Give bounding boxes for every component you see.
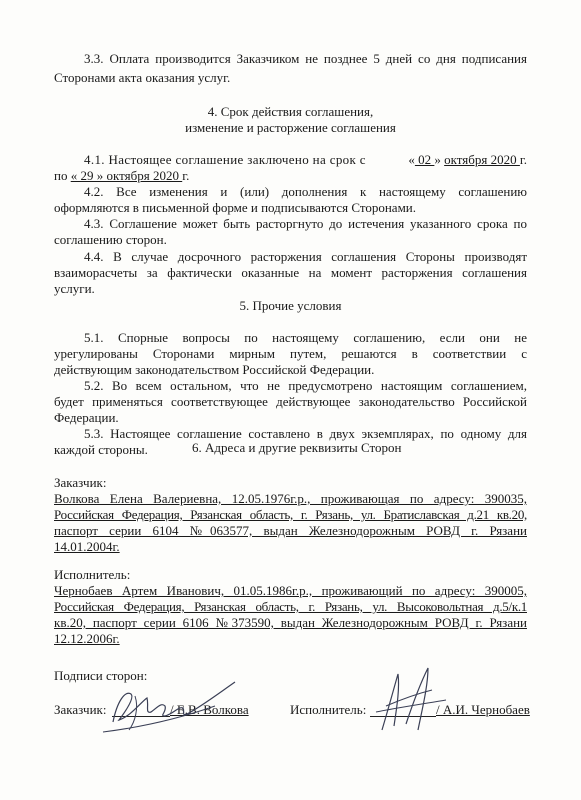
start-month-year: октября 2020 <box>444 152 520 167</box>
executor-label: Исполнитель: <box>54 567 131 582</box>
section-4-heading-line-2: изменение и расторжение соглашения <box>185 120 396 135</box>
clause-5-1-line-1: 5.1. Спорные вопросы по настоящему соглашению, если они не <box>84 330 527 345</box>
clause-5-2-line-1: 5.2. Во всем остальном, что не предусмотрено настоящим соглашением, <box>84 378 527 393</box>
clause-5-3-line-2: каждой стороны. <box>54 442 148 457</box>
customer-details-line-1: Волкова Елена Валериевна, 12.05.1976г.р., проживающая по адресу: 390035, <box>54 491 527 506</box>
clause-4-3-line-2: соглашению сторон. <box>54 232 167 247</box>
executor-details-line-4: 12.12.2006г. <box>54 631 120 646</box>
clause-3-3-line-1: 3.3. Оплата производится Заказчиком не позднее 5 дней со дня подписания <box>84 51 527 66</box>
clause-4-1-text: 4.1. Настоящее соглашение заключено на срок с <box>84 152 366 167</box>
clause-4-1-line-2 <box>54 168 189 183</box>
start-day: 02 <box>414 152 435 167</box>
executor-details-line-3: кв.20, паспорт серии 6106 №373590, выдан Железнодорожным РОВД г. Рязани <box>54 615 527 630</box>
clause-4-2-line-2: оформляются в письменной форме и подписываются Сторонами. <box>54 200 417 215</box>
executor-handwritten-signature <box>372 660 452 740</box>
end-date: « 29 » октября 2020 <box>70 168 183 183</box>
clause-4-4-line-2: взаиморасчеты за фактически оказанные на момент расторжения соглашения <box>54 265 527 280</box>
quote-open: « <box>408 152 415 167</box>
quote-close: » <box>434 152 441 167</box>
clause-5-2-line-3: Федерации. <box>54 410 119 425</box>
clause-4-1-start-date <box>408 152 527 167</box>
clause-4-4-line-3: услуги. <box>54 281 95 296</box>
year-suffix: г. <box>519 152 527 167</box>
clause-5-1-line-3: действующим законодательством Российской Федерации. <box>54 362 375 377</box>
executor-details-line-2: Российская Федерация, Рязанская область, г. Рязань, ул. Высоковольтная д.5/к.1 <box>54 599 527 614</box>
clause-5-1-line-2: урегулированы Сторонами мирным путем, решаются в соответствии с <box>54 346 527 361</box>
executor-details-line-1: Чернобаев Артем Иванович, 01.05.1986г.р., проживающий по адресу: 390005, <box>54 583 527 598</box>
clause-4-4-line-1: 4.4. В случае досрочного расторжения соглашения Стороны производят <box>84 249 527 264</box>
customer-details-line-3: паспорт серии 6104 №063577, выдан Железнодорожным РОВД г. Рязани <box>54 523 527 538</box>
clause-4-3-line-1: 4.3. Соглашение может быть расторгнуто до истечения указанного срока по <box>84 216 527 231</box>
clause-5-2-line-2: будет применяться соответствующее действующее законодательство Российской <box>54 394 527 409</box>
executor-signature-role: Исполнитель: <box>290 702 367 717</box>
clause-5-3-line-1: 5.3. Настоящее соглашение составлено в двух экземплярах, по одному для <box>84 426 527 441</box>
section-6-heading: 6. Адреса и другие реквизиты Сторон <box>192 440 402 455</box>
clause-4-2-line-1: 4.2. Все изменения и (или) дополнения к настоящему соглашению <box>84 184 527 199</box>
section-5-heading: 5. Прочие условия <box>239 298 342 313</box>
end-year-suffix: г. <box>182 168 190 183</box>
signatures-title: Подписи сторон: <box>54 668 148 683</box>
to-word: по <box>54 168 68 183</box>
clause-4-1-line-1 <box>84 152 527 167</box>
customer-label: Заказчик: <box>54 475 107 490</box>
customer-handwritten-signature <box>95 672 245 742</box>
customer-signature-name: / Е.В. Волкова <box>170 702 249 717</box>
customer-details-line-4: 14.01.2004г. <box>54 539 120 554</box>
customer-details-line-2: Российская Федерация, Рязанская область, г. Рязань, ул. Братиславская д.21 кв.20, <box>54 507 527 522</box>
clause-3-3-line-2: Сторонами акта оказания услуг. <box>54 70 231 85</box>
section-4-heading-line-1: 4. Срок действия соглашения, <box>207 104 374 119</box>
customer-signature-role: Заказчик: <box>54 702 107 717</box>
executor-signature-name: / А.И. Чернобаев <box>436 702 530 717</box>
